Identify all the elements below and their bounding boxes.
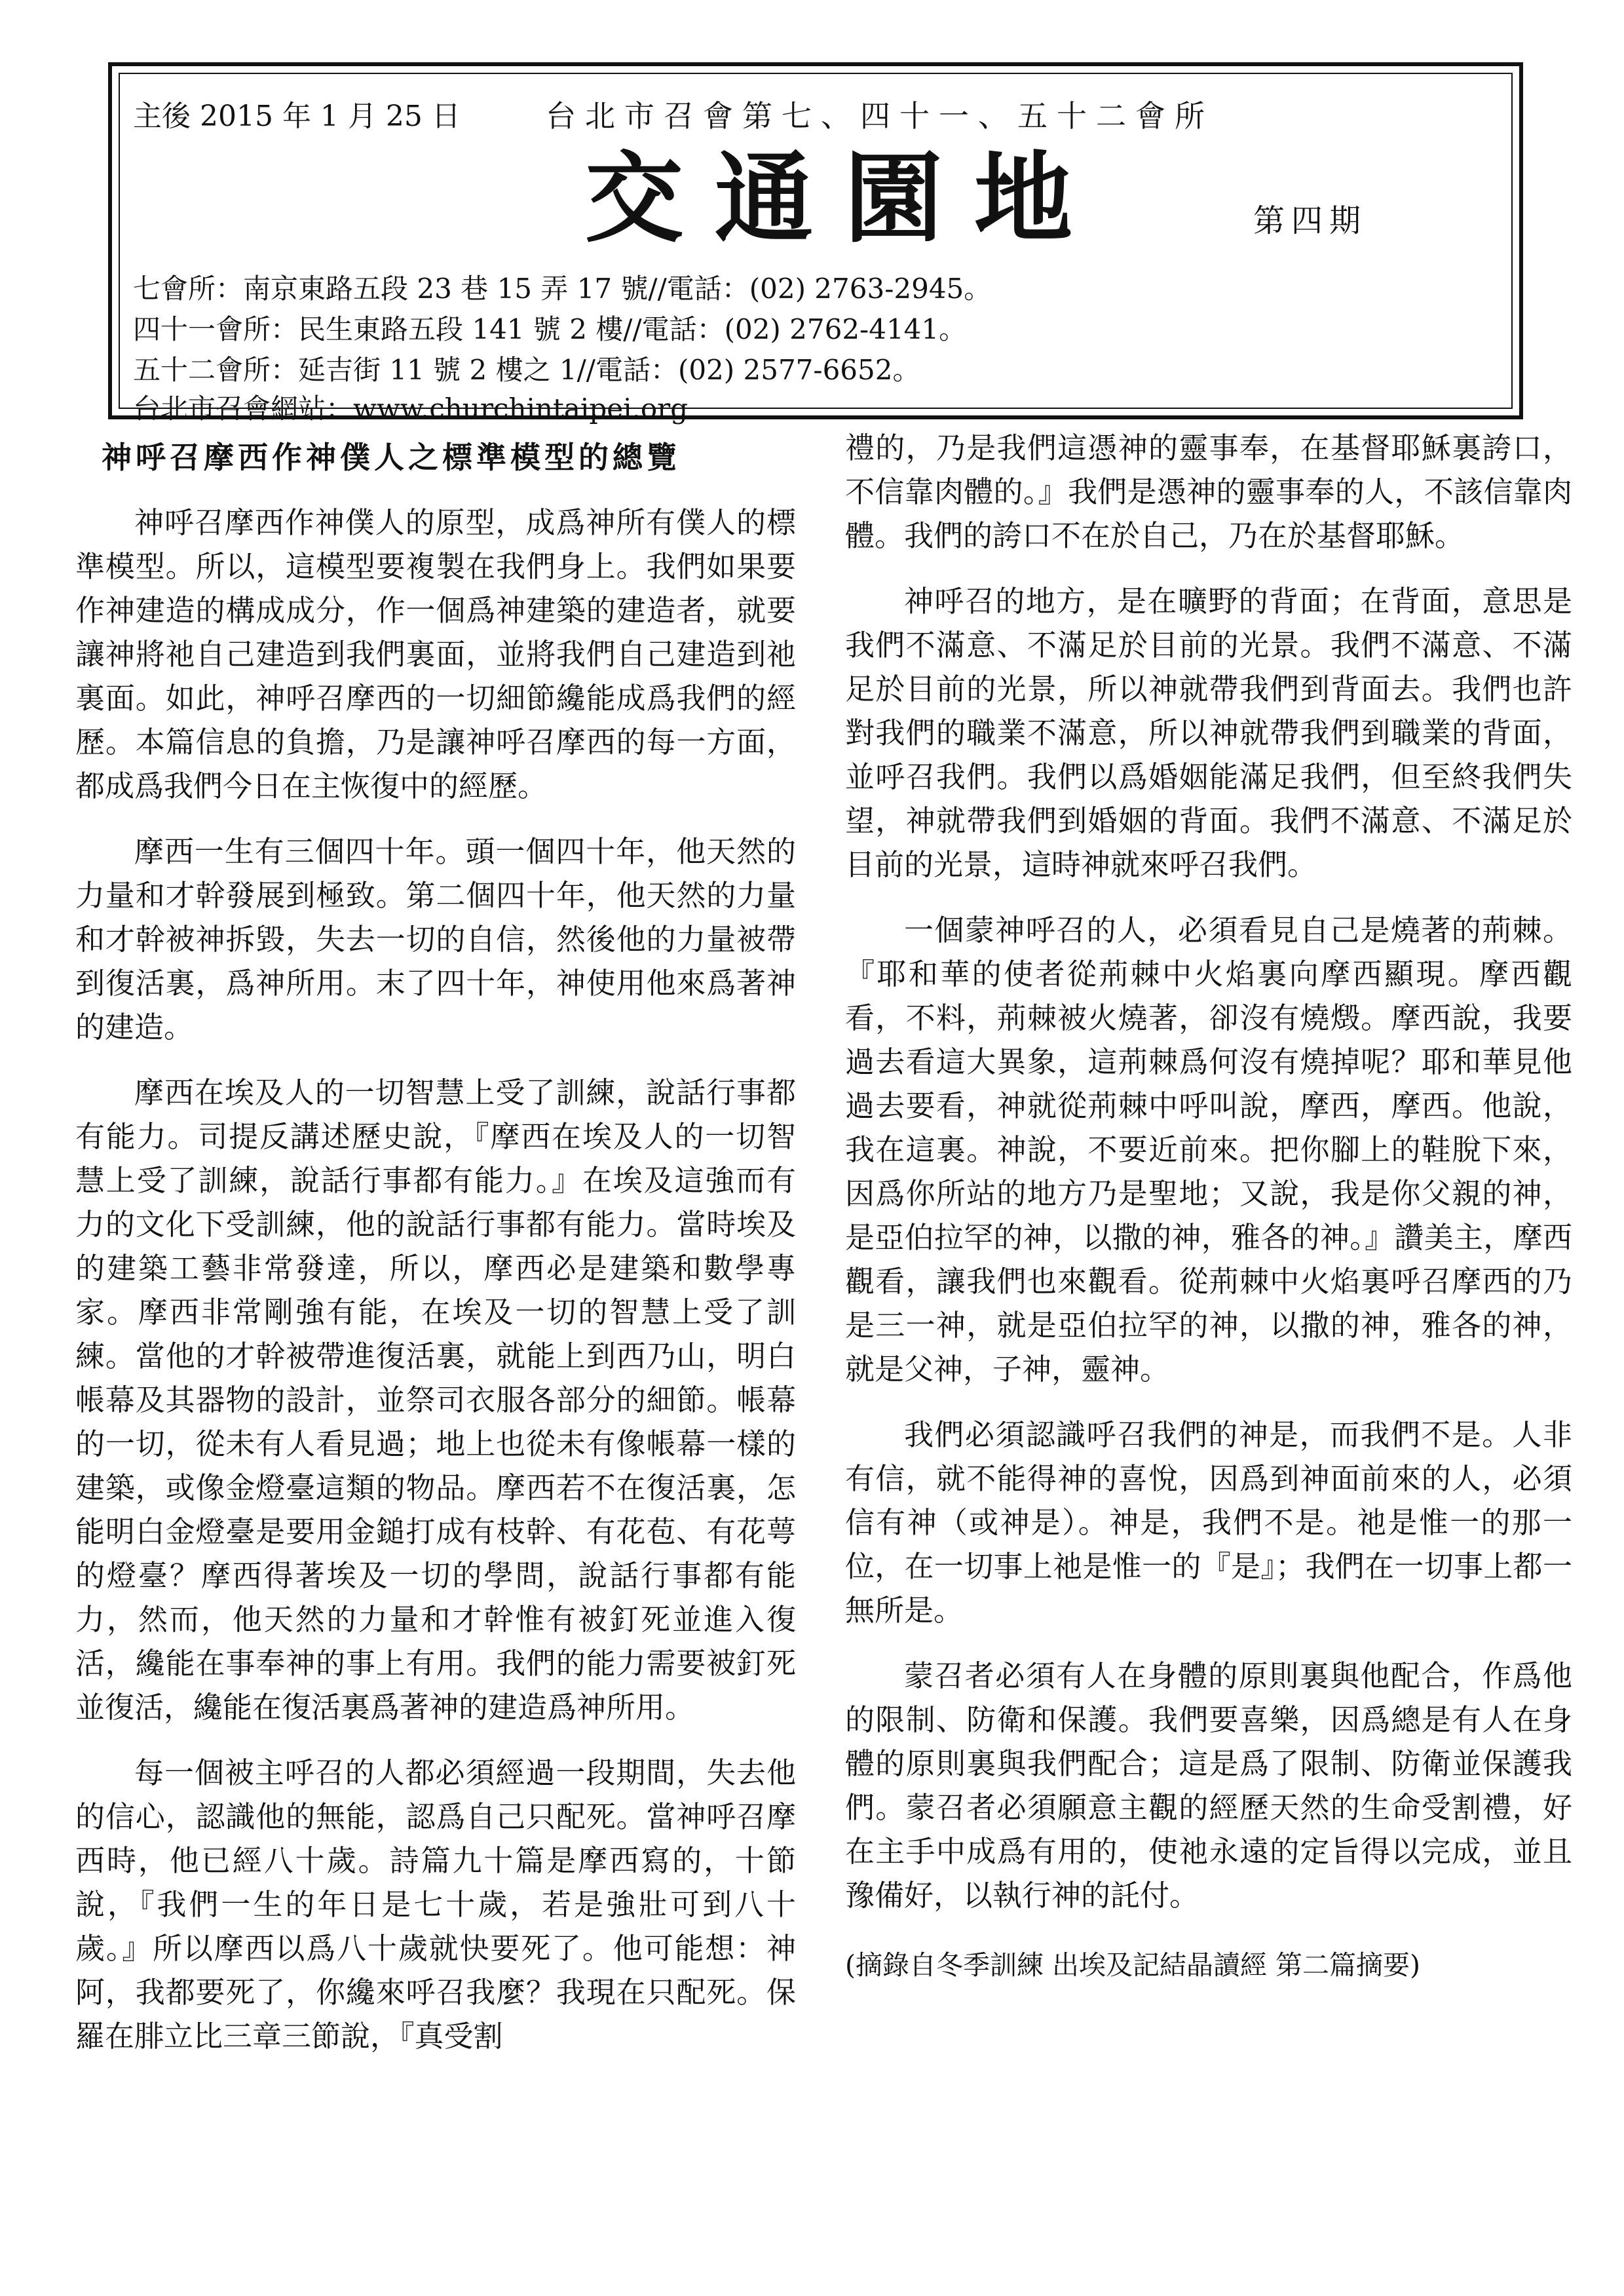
paragraph-continuation: 禮的，乃是我們這憑神的靈事奉，在基督耶穌裏誇口，不信靠肉體的。』我們是憑神的靈事奉的人，不該信靠肉體。我們的誇口不在於自己，乃在於基督耶穌。 (845, 430, 1572, 553)
assembly-name: 台北市召會第七、四十一、五十二會所 (546, 98, 1214, 134)
paragraph: 蒙召者必須有人在身體的原則裏與他配合，作爲他的限制、防衛和保護。我們要喜樂，因爲總是有人在身體的原則裏與我們配合；這是爲了限制、防衛並保護我們。蒙召者必須願意主觀的經歷天然的生命受割禮，好在主手中成爲有用的，使祂永遠的定旨得以完成，並且豫備好，以執行神的託付。 (845, 1658, 1572, 1913)
paragraph: 摩西在埃及人的一切智慧上受了訓練，說話行事都有能力。司提反講述歷史說，『摩西在埃及人的一切智慧上受了訓練，說話行事都有能力。』在埃及這強而有力的文化下受訓練，他的說話行事都有能力。當時埃及的建築工藝非常發達，所以，摩西必是建築和數學專家。摩西非常剛強有能，在埃及一切的智慧上受了訓練。當他的才幹被帶進復活裏，就能上到西乃山，明白帳幕及其器物的設計，並祭司衣服各部分的細節。帳幕的一切，從未有人看見過；地上也從未有像帳幕一樣的建築，或像金燈臺這類的物品。摩西若不在復活裏，怎能明白金燈臺是要用金鎚打成有枝幹、有花苞、有花萼的燈臺？摩西得著埃及一切的學問，說話行事都有能力，然而，他天然的力量和才幹惟有被釘死並進入復活，纔能在事奉神的事上有用。我們的能力需要被釘死並復活，纔能在復活裏爲著神的建造爲神所用。 (75, 1075, 796, 1725)
paragraph: 我們必須認識呼召我們的神是，而我們不是。人非有信，就不能得神的喜悅，因爲到神面前來的人，必須信有神（或神是）。神是，我們不是。祂是惟一的那一位，在一切事上祂是惟一的『是』；我們在一切事上都一無所是。 (845, 1417, 1572, 1628)
address-hall-52: 五十二會所：延吉街 11 號 2 樓之 1//電話：(02) 2577-6652。 (133, 354, 920, 386)
address-hall-7: 七會所：南京東路五段 23 巷 15 弄 17 號//電話：(02) 2763-2945。 (133, 273, 992, 305)
article-title: 神呼召摩西作神僕人之標準模型的總覽 (102, 440, 681, 475)
paragraph: 摩西一生有三個四十年。頭一個四十年，他天然的力量和才幹發展到極致。第二個四十年，他天然的力量和才幹被神拆毀，失去一切的自信，然後他的力量被帶到復活裏，爲神所用。末了四十年，神使用他來爲著神的建造。 (75, 834, 796, 1044)
left-column (75, 426, 796, 2080)
paragraph: 一個蒙神呼召的人，必須看見自己是燒著的荊棘。『耶和華的使者從荊棘中火焰裏向摩西顯現。摩西觀看，不料，荊棘被火燒著，卻沒有燒燬。摩西說，我要過去看這大異象，這荊棘爲何沒有燒掉呢？耶和華見他過去要看，神就從荊棘中呼叫說，摩西，摩西。他說，我在這裏。神說，不要近前來。把你腳上的鞋脫下來，因爲你所站的地方乃是聖地；又說，我是你父親的神，是亞伯拉罕的神，以撒的神，雅各的神。』讚美主，摩西觀看，讓我們也來觀看。從荊棘中火焰裏呼召摩西的乃是三一神，就是亞伯拉罕的神，以撒的神，雅各的神，就是父神，子神，靈神。 (845, 913, 1572, 1387)
paragraph: 神呼召摩西作神僕人的原型，成爲神所有僕人的標準模型。所以，這模型要複製在我們身上。我們如果要作神建造的構成成分，作一個爲神建築的建造者，就要讓神將祂自己建造到我們裏面，並將我們自己建造到祂裏面。如此，神呼召摩西的一切細節纔能成爲我們的經歷。本篇信息的負擔，乃是讓神呼召摩西的每一方面，都成爲我們今日在主恢復中的經歷。 (75, 505, 796, 803)
source-note: (摘錄自冬季訓練 出埃及記結晶讀經 第二篇摘要) (845, 1949, 1421, 1981)
publication-date: 主後 2015 年 1 月 25 日 (133, 100, 461, 133)
masthead (108, 62, 1523, 425)
masthead-inner-border (119, 73, 1513, 425)
address-hall-41: 四十一會所：民生東路五段 141 號 2 樓//電話：(02) 2762-4141。 (133, 313, 967, 345)
paragraph: 神呼召的地方，是在曠野的背面；在背面，意思是我們不滿意、不滿足於目前的光景。我們不滿意、不滿足於目前的光景，所以神就帶我們到背面去。我們也許對我們的職業不滿意，所以神就帶我們到職業的背面，並呼召我們。我們以爲婚姻能滿足我們，但至終我們失望，神就帶我們到婚姻的背面。我們不滿意、不滿足於目前的光景，這時神就來呼召我們。 (845, 584, 1572, 882)
paragraph: 每一個被主呼召的人都必須經過一段期間，失去他的信心，認識他的無能，認爲自己只配死。當神呼召摩西時，他已經八十歲。詩篇九十篇是摩西寫的，十節說，『我們一生的年日是七十歲，若是強壯可到八十歲。』所以摩西以爲八十歲就快要死了。他可能想：神阿，我都要死了，你纔來呼召我麼？我現在只配死。保羅在腓立比三章三節說，『真受割 (75, 1755, 796, 2054)
newsletter-title: 交通園地 (585, 141, 1105, 256)
right-column (845, 426, 1572, 1982)
website: 台北市召會網站：www.churchintaipei.org (133, 392, 689, 425)
issue-number: 第四期 (1253, 202, 1368, 239)
